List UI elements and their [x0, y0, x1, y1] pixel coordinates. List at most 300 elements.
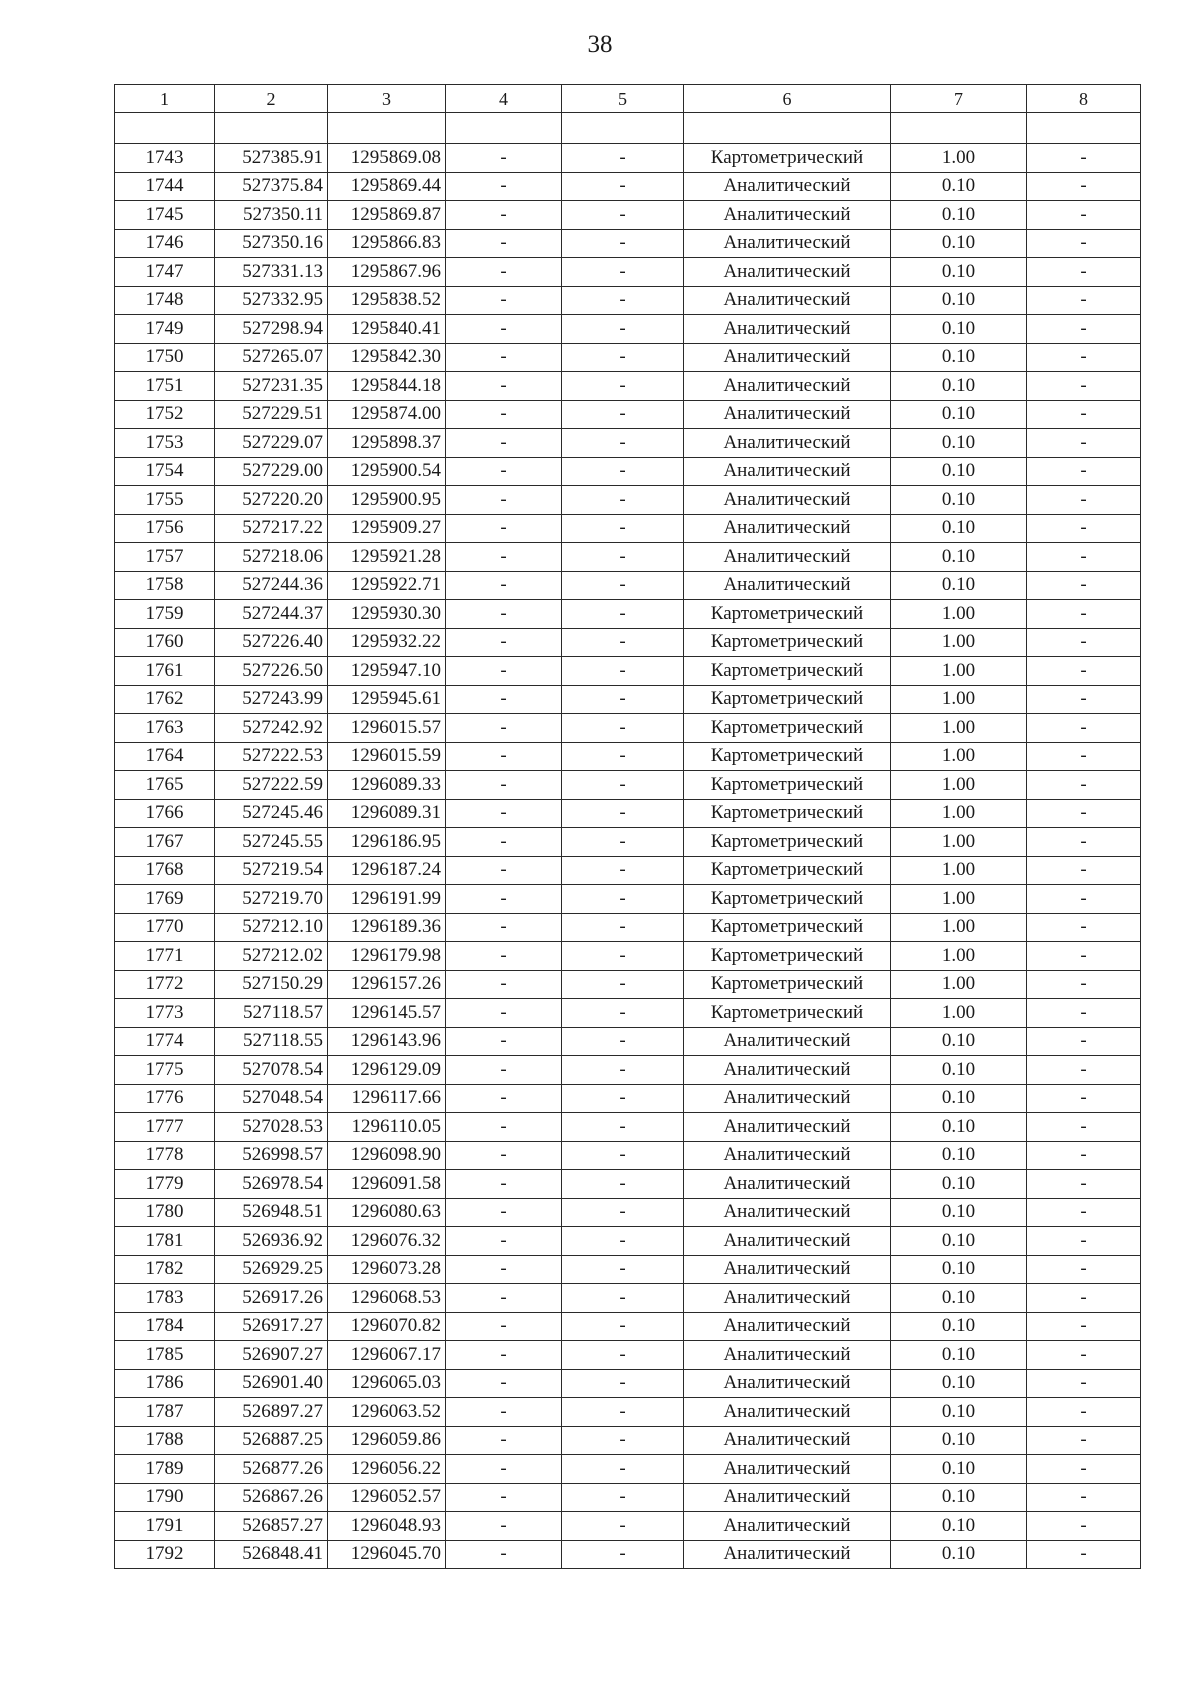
accuracy-cell: 0.10 — [891, 1540, 1027, 1569]
point-number-cell: 1745 — [115, 201, 215, 230]
column-4-cell: - — [446, 1512, 562, 1541]
column-5-cell: - — [562, 144, 684, 173]
x-coordinate-cell: 527244.36 — [215, 571, 328, 600]
point-number-cell: 1767 — [115, 828, 215, 857]
column-5-cell: - — [562, 856, 684, 885]
column-5-cell: - — [562, 1426, 684, 1455]
column-4-cell: - — [446, 486, 562, 515]
accuracy-cell: 0.10 — [891, 229, 1027, 258]
column-8-cell: - — [1027, 258, 1141, 287]
method-cell: Картометрический — [684, 144, 891, 173]
column-header-6: 6 — [684, 85, 891, 113]
accuracy-cell: 0.10 — [891, 343, 1027, 372]
x-coordinate-cell: 527385.91 — [215, 144, 328, 173]
method-cell: Картометрический — [684, 885, 891, 914]
x-coordinate-cell: 527222.59 — [215, 771, 328, 800]
column-5-cell: - — [562, 828, 684, 857]
table-row — [115, 885, 1141, 914]
method-cell: Картометрический — [684, 999, 891, 1028]
x-coordinate-cell: 527245.46 — [215, 799, 328, 828]
column-5-cell: - — [562, 913, 684, 942]
table-row — [115, 172, 1141, 201]
method-cell: Аналитический — [684, 258, 891, 287]
point-number-cell: 1780 — [115, 1198, 215, 1227]
method-cell: Аналитический — [684, 172, 891, 201]
y-coordinate-cell: 1296117.66 — [328, 1084, 446, 1113]
point-number-cell: 1750 — [115, 343, 215, 372]
column-5-cell: - — [562, 1084, 684, 1113]
x-coordinate-cell: 526901.40 — [215, 1369, 328, 1398]
column-4-cell: - — [446, 742, 562, 771]
point-number-cell: 1764 — [115, 742, 215, 771]
column-4-cell: - — [446, 970, 562, 999]
column-4-cell: - — [446, 885, 562, 914]
y-coordinate-cell: 1295842.30 — [328, 343, 446, 372]
column-4-cell: - — [446, 1426, 562, 1455]
column-8-cell: - — [1027, 315, 1141, 344]
column-5-cell: - — [562, 742, 684, 771]
accuracy-cell: 0.10 — [891, 258, 1027, 287]
column-8-cell: - — [1027, 1284, 1141, 1313]
method-cell: Аналитический — [684, 1056, 891, 1085]
column-4-cell: - — [446, 856, 562, 885]
accuracy-cell: 0.10 — [891, 486, 1027, 515]
point-number-cell: 1757 — [115, 543, 215, 572]
column-8-cell: - — [1027, 1255, 1141, 1284]
x-coordinate-cell: 526857.27 — [215, 1512, 328, 1541]
y-coordinate-cell: 1295947.10 — [328, 657, 446, 686]
point-number-cell: 1770 — [115, 913, 215, 942]
method-cell: Аналитический — [684, 1027, 891, 1056]
y-coordinate-cell: 1295909.27 — [328, 514, 446, 543]
point-number-cell: 1787 — [115, 1398, 215, 1427]
accuracy-cell: 0.10 — [891, 201, 1027, 230]
point-number-cell: 1754 — [115, 457, 215, 486]
x-coordinate-cell: 526917.27 — [215, 1312, 328, 1341]
table-row — [115, 258, 1141, 287]
point-number-cell: 1773 — [115, 999, 215, 1028]
column-8-cell: - — [1027, 1512, 1141, 1541]
point-number-cell: 1758 — [115, 571, 215, 600]
column-header-2: 2 — [215, 85, 328, 113]
accuracy-cell: 0.10 — [891, 543, 1027, 572]
method-cell: Аналитический — [684, 1312, 891, 1341]
table-row — [115, 714, 1141, 743]
point-number-cell: 1761 — [115, 657, 215, 686]
accuracy-cell: 1.00 — [891, 144, 1027, 173]
point-number-cell: 1771 — [115, 942, 215, 971]
column-8-cell: - — [1027, 742, 1141, 771]
column-8-cell: - — [1027, 1027, 1141, 1056]
column-4-cell: - — [446, 1540, 562, 1569]
method-cell: Аналитический — [684, 1483, 891, 1512]
point-number-cell: 1775 — [115, 1056, 215, 1085]
x-coordinate-cell: 527229.51 — [215, 400, 328, 429]
column-8-cell: - — [1027, 913, 1141, 942]
column-8-cell: - — [1027, 828, 1141, 857]
x-coordinate-cell: 527226.40 — [215, 628, 328, 657]
column-4-cell: - — [446, 942, 562, 971]
column-8-cell: - — [1027, 970, 1141, 999]
point-number-cell: 1746 — [115, 229, 215, 258]
method-cell: Аналитический — [684, 343, 891, 372]
column-4-cell: - — [446, 714, 562, 743]
x-coordinate-cell: 527222.53 — [215, 742, 328, 771]
column-5-cell: - — [562, 457, 684, 486]
point-number-cell: 1791 — [115, 1512, 215, 1541]
method-cell: Аналитический — [684, 543, 891, 572]
column-4-cell: - — [446, 229, 562, 258]
column-header-1: 1 — [115, 85, 215, 113]
x-coordinate-cell: 527244.37 — [215, 600, 328, 629]
x-coordinate-cell: 527048.54 — [215, 1084, 328, 1113]
column-4-cell: - — [446, 1056, 562, 1085]
point-number-cell: 1781 — [115, 1227, 215, 1256]
method-cell: Картометрический — [684, 742, 891, 771]
y-coordinate-cell: 1295898.37 — [328, 429, 446, 458]
accuracy-cell: 0.10 — [891, 1056, 1027, 1085]
accuracy-cell: 0.10 — [891, 1255, 1027, 1284]
column-8-cell: - — [1027, 799, 1141, 828]
table-row — [115, 913, 1141, 942]
method-cell: Аналитический — [684, 315, 891, 344]
accuracy-cell: 1.00 — [891, 771, 1027, 800]
x-coordinate-cell: 526929.25 — [215, 1255, 328, 1284]
column-5-cell: - — [562, 771, 684, 800]
table-row — [115, 999, 1141, 1028]
column-4-cell: - — [446, 172, 562, 201]
page-number: 38 — [587, 31, 613, 58]
accuracy-cell: 1.00 — [891, 799, 1027, 828]
column-4-cell: - — [446, 1255, 562, 1284]
x-coordinate-cell: 527229.07 — [215, 429, 328, 458]
y-coordinate-cell: 1295921.28 — [328, 543, 446, 572]
column-5-cell: - — [562, 372, 684, 401]
column-8-cell: - — [1027, 457, 1141, 486]
empty-cell — [215, 113, 328, 144]
accuracy-cell: 0.10 — [891, 457, 1027, 486]
x-coordinate-cell: 527219.70 — [215, 885, 328, 914]
column-5-cell: - — [562, 799, 684, 828]
x-coordinate-cell: 527231.35 — [215, 372, 328, 401]
accuracy-cell: 0.10 — [891, 372, 1027, 401]
method-cell: Аналитический — [684, 1198, 891, 1227]
table-row — [115, 1455, 1141, 1484]
column-4-cell: - — [446, 999, 562, 1028]
column-header-7: 7 — [891, 85, 1027, 113]
table-row — [115, 856, 1141, 885]
column-8-cell: - — [1027, 1341, 1141, 1370]
method-cell: Аналитический — [684, 486, 891, 515]
column-8-cell: - — [1027, 771, 1141, 800]
table-row — [115, 1426, 1141, 1455]
x-coordinate-cell: 527245.55 — [215, 828, 328, 857]
table-row — [115, 201, 1141, 230]
accuracy-cell: 0.10 — [891, 1455, 1027, 1484]
accuracy-cell: 0.10 — [891, 1512, 1027, 1541]
column-8-cell: - — [1027, 286, 1141, 315]
table-row — [115, 1084, 1141, 1113]
y-coordinate-cell: 1296189.36 — [328, 913, 446, 942]
x-coordinate-cell: 526897.27 — [215, 1398, 328, 1427]
accuracy-cell: 0.10 — [891, 1113, 1027, 1142]
table-row — [115, 400, 1141, 429]
column-8-cell: - — [1027, 1084, 1141, 1113]
point-number-cell: 1753 — [115, 429, 215, 458]
y-coordinate-cell: 1296110.05 — [328, 1113, 446, 1142]
point-number-cell: 1747 — [115, 258, 215, 287]
column-5-cell: - — [562, 1284, 684, 1313]
column-8-cell: - — [1027, 486, 1141, 515]
x-coordinate-cell: 527118.57 — [215, 999, 328, 1028]
method-cell: Аналитический — [684, 1369, 891, 1398]
method-cell: Картометрический — [684, 714, 891, 743]
column-5-cell: - — [562, 571, 684, 600]
point-number-cell: 1748 — [115, 286, 215, 315]
column-8-cell: - — [1027, 1141, 1141, 1170]
column-8-cell: - — [1027, 1227, 1141, 1256]
accuracy-cell: 0.10 — [891, 1341, 1027, 1370]
empty-cell — [328, 113, 446, 144]
column-5-cell: - — [562, 1170, 684, 1199]
column-8-cell: - — [1027, 400, 1141, 429]
column-5-cell: - — [562, 999, 684, 1028]
column-header-4: 4 — [446, 85, 562, 113]
column-4-cell: - — [446, 685, 562, 714]
column-8-cell: - — [1027, 714, 1141, 743]
column-8-cell: - — [1027, 514, 1141, 543]
point-number-cell: 1751 — [115, 372, 215, 401]
y-coordinate-cell: 1296073.28 — [328, 1255, 446, 1284]
accuracy-cell: 0.10 — [891, 1284, 1027, 1313]
method-cell: Картометрический — [684, 799, 891, 828]
column-5-cell: - — [562, 714, 684, 743]
table-row — [115, 1483, 1141, 1512]
y-coordinate-cell: 1296191.99 — [328, 885, 446, 914]
point-number-cell: 1752 — [115, 400, 215, 429]
table-row — [115, 286, 1141, 315]
table-row — [115, 685, 1141, 714]
column-5-cell: - — [562, 885, 684, 914]
column-4-cell: - — [446, 372, 562, 401]
column-8-cell: - — [1027, 1198, 1141, 1227]
column-4-cell: - — [446, 457, 562, 486]
column-8-cell: - — [1027, 343, 1141, 372]
point-number-cell: 1786 — [115, 1369, 215, 1398]
method-cell: Аналитический — [684, 429, 891, 458]
x-coordinate-cell: 527028.53 — [215, 1113, 328, 1142]
point-number-cell: 1769 — [115, 885, 215, 914]
column-4-cell: - — [446, 771, 562, 800]
table-row — [115, 1198, 1141, 1227]
x-coordinate-cell: 526998.57 — [215, 1141, 328, 1170]
y-coordinate-cell: 1295900.54 — [328, 457, 446, 486]
column-5-cell: - — [562, 1141, 684, 1170]
y-coordinate-cell: 1295838.52 — [328, 286, 446, 315]
column-5-cell: - — [562, 1483, 684, 1512]
y-coordinate-cell: 1296059.86 — [328, 1426, 446, 1455]
column-8-cell: - — [1027, 942, 1141, 971]
table-row — [115, 828, 1141, 857]
empty-row — [115, 113, 1141, 144]
table-row — [115, 229, 1141, 258]
column-4-cell: - — [446, 400, 562, 429]
column-4-cell: - — [446, 1341, 562, 1370]
column-4-cell: - — [446, 1084, 562, 1113]
column-8-cell: - — [1027, 1056, 1141, 1085]
column-5-cell: - — [562, 429, 684, 458]
column-8-cell: - — [1027, 657, 1141, 686]
column-8-cell: - — [1027, 1170, 1141, 1199]
accuracy-cell: 1.00 — [891, 685, 1027, 714]
y-coordinate-cell: 1296098.90 — [328, 1141, 446, 1170]
column-5-cell: - — [562, 286, 684, 315]
column-5-cell: - — [562, 1027, 684, 1056]
table-row — [115, 343, 1141, 372]
table-row — [115, 799, 1141, 828]
column-4-cell: - — [446, 343, 562, 372]
accuracy-cell: 0.10 — [891, 429, 1027, 458]
column-8-cell: - — [1027, 1455, 1141, 1484]
column-8-cell: - — [1027, 685, 1141, 714]
accuracy-cell: 0.10 — [891, 1312, 1027, 1341]
empty-cell — [1027, 113, 1141, 144]
column-5-cell: - — [562, 201, 684, 230]
x-coordinate-cell: 527332.95 — [215, 286, 328, 315]
column-5-cell: - — [562, 172, 684, 201]
table-row — [115, 1255, 1141, 1284]
y-coordinate-cell: 1296067.17 — [328, 1341, 446, 1370]
accuracy-cell: 1.00 — [891, 828, 1027, 857]
method-cell: Картометрический — [684, 657, 891, 686]
y-coordinate-cell: 1296091.58 — [328, 1170, 446, 1199]
method-cell: Картометрический — [684, 942, 891, 971]
x-coordinate-cell: 527212.10 — [215, 913, 328, 942]
accuracy-cell: 0.10 — [891, 571, 1027, 600]
table-row — [115, 543, 1141, 572]
y-coordinate-cell: 1296045.70 — [328, 1540, 446, 1569]
x-coordinate-cell: 527226.50 — [215, 657, 328, 686]
x-coordinate-cell: 527350.16 — [215, 229, 328, 258]
table-row — [115, 315, 1141, 344]
table-row — [115, 1540, 1141, 1569]
method-cell: Аналитический — [684, 571, 891, 600]
column-4-cell: - — [446, 628, 562, 657]
x-coordinate-cell: 527078.54 — [215, 1056, 328, 1085]
column-4-cell: - — [446, 799, 562, 828]
table-body — [115, 113, 1141, 1569]
y-coordinate-cell: 1296186.95 — [328, 828, 446, 857]
column-8-cell: - — [1027, 201, 1141, 230]
point-number-cell: 1790 — [115, 1483, 215, 1512]
point-number-cell: 1772 — [115, 970, 215, 999]
point-number-cell: 1792 — [115, 1540, 215, 1569]
column-5-cell: - — [562, 1512, 684, 1541]
column-8-cell: - — [1027, 172, 1141, 201]
accuracy-cell: 1.00 — [891, 942, 1027, 971]
column-8-cell: - — [1027, 628, 1141, 657]
method-cell: Картометрический — [684, 628, 891, 657]
accuracy-cell: 0.10 — [891, 1398, 1027, 1427]
point-number-cell: 1744 — [115, 172, 215, 201]
column-5-cell: - — [562, 1113, 684, 1142]
column-4-cell: - — [446, 258, 562, 287]
point-number-cell: 1776 — [115, 1084, 215, 1113]
table-header-row — [115, 85, 1141, 113]
column-4-cell: - — [446, 1455, 562, 1484]
accuracy-cell: 0.10 — [891, 286, 1027, 315]
x-coordinate-cell: 527350.11 — [215, 201, 328, 230]
accuracy-cell: 1.00 — [891, 970, 1027, 999]
point-number-cell: 1777 — [115, 1113, 215, 1142]
y-coordinate-cell: 1296056.22 — [328, 1455, 446, 1484]
y-coordinate-cell: 1295867.96 — [328, 258, 446, 287]
method-cell: Аналитический — [684, 1512, 891, 1541]
accuracy-cell: 0.10 — [891, 1084, 1027, 1113]
x-coordinate-cell: 526887.25 — [215, 1426, 328, 1455]
method-cell: Картометрический — [684, 970, 891, 999]
x-coordinate-cell: 526907.27 — [215, 1341, 328, 1370]
table-row — [115, 429, 1141, 458]
column-header-8: 8 — [1027, 85, 1141, 113]
point-number-cell: 1789 — [115, 1455, 215, 1484]
y-coordinate-cell: 1296065.03 — [328, 1369, 446, 1398]
point-number-cell: 1756 — [115, 514, 215, 543]
method-cell: Аналитический — [684, 1170, 891, 1199]
accuracy-cell: 1.00 — [891, 885, 1027, 914]
column-8-cell: - — [1027, 571, 1141, 600]
column-8-cell: - — [1027, 600, 1141, 629]
empty-cell — [446, 113, 562, 144]
accuracy-cell: 0.10 — [891, 400, 1027, 429]
point-number-cell: 1783 — [115, 1284, 215, 1313]
method-cell: Аналитический — [684, 1398, 891, 1427]
column-5-cell: - — [562, 1540, 684, 1569]
column-5-cell: - — [562, 543, 684, 572]
accuracy-cell: 0.10 — [891, 1227, 1027, 1256]
column-4-cell: - — [446, 1227, 562, 1256]
method-cell: Аналитический — [684, 1141, 891, 1170]
y-coordinate-cell: 1296143.96 — [328, 1027, 446, 1056]
y-coordinate-cell: 1296089.31 — [328, 799, 446, 828]
empty-cell — [684, 113, 891, 144]
column-5-cell: - — [562, 1341, 684, 1370]
method-cell: Аналитический — [684, 1341, 891, 1370]
point-number-cell: 1759 — [115, 600, 215, 629]
accuracy-cell: 0.10 — [891, 1426, 1027, 1455]
column-4-cell: - — [446, 1312, 562, 1341]
table-row — [115, 1512, 1141, 1541]
column-5-cell: - — [562, 343, 684, 372]
column-4-cell: - — [446, 1141, 562, 1170]
x-coordinate-cell: 526978.54 — [215, 1170, 328, 1199]
method-cell: Аналитический — [684, 514, 891, 543]
x-coordinate-cell: 527150.29 — [215, 970, 328, 999]
x-coordinate-cell: 527118.55 — [215, 1027, 328, 1056]
point-number-cell: 1763 — [115, 714, 215, 743]
point-number-cell: 1778 — [115, 1141, 215, 1170]
accuracy-cell: 1.00 — [891, 657, 1027, 686]
point-number-cell: 1782 — [115, 1255, 215, 1284]
empty-cell — [891, 113, 1027, 144]
column-5-cell: - — [562, 970, 684, 999]
column-8-cell: - — [1027, 144, 1141, 173]
column-8-cell: - — [1027, 1113, 1141, 1142]
coordinates-table — [114, 84, 1141, 1569]
method-cell: Аналитический — [684, 400, 891, 429]
column-8-cell: - — [1027, 885, 1141, 914]
accuracy-cell: 0.10 — [891, 1027, 1027, 1056]
